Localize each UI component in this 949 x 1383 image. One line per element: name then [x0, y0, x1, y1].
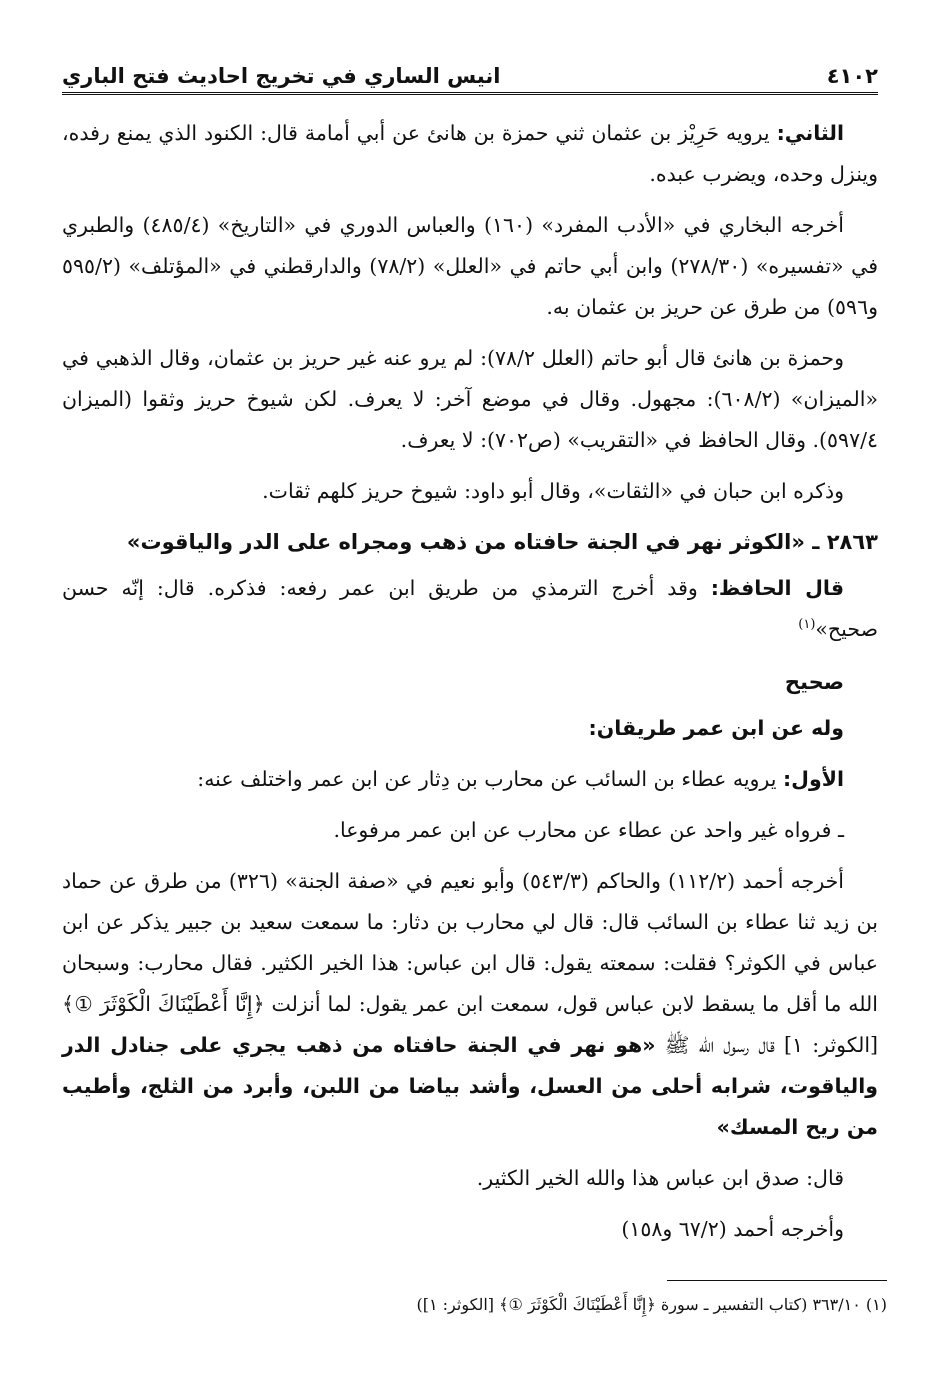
- footnote-number: (١): [865, 1295, 887, 1314]
- label-first: الأول:: [782, 767, 844, 791]
- paragraph-ahmad-citation: [62, 861, 878, 1148]
- paragraph-two-routes: وله عن ابن عمر طريقان:: [588, 716, 844, 740]
- paragraph-narrated-marfu: ـ فرواه غير واحد عن عطاء عن محارب عن ابن عمر مرفوعا.: [333, 818, 844, 842]
- quran-verse: ﴿إِنَّا أَعْطَيْنَاكَ الْكَوْثَرَ ①﴾: [62, 992, 265, 1016]
- text-ahmad-citation: أخرجه أحمد (١١٢/٢) والحاكم (٥٤٣/٣) وأبو نعيم في «صفة الجنة» (٣٢٦) من طرق عن حماد بن زيد ثنا عطاء بن السائب قال: قال لي محارب بن دثار: ما سمعت سعيد بن جبير يذكر عن ابن عباس في الكوثر؟ فقلت: سمعته يقول: قال ابن عباس: هذا الخير الكثير. فقال محارب: وسبحان الله ما أقل ما يسقط لابن عباس قول، سمعت ابن عمر يقول: لما أنزلت: [62, 869, 878, 1016]
- label-second: الثاني:: [776, 121, 844, 145]
- paragraph-hamza-grading: وحمزة بن هانئ قال أبو حاتم (العلل ٧٨/٢): لم يرو عنه غير حريز بن عثمان، وقال الذهبي في «الميزان» (٦٠٨/٢): مجهول. وقال في موضع آخر: لا يعرف. لكن شيوخ حريز وثقوا (الميزان ٥٩٧/٤). وقال الحافظ في «التقريب» (ص٧٠٢): لا يعرف.: [62, 346, 879, 452]
- footnote: [71, 1290, 887, 1320]
- footnote-ref: (١): [798, 617, 816, 633]
- hadith-text: «هو نهر في الجنة حافتاه من ذهب يجري على جنادل الدر والياقوت، شرابه أحلى من العسل، وأشد بياضا من اللبن، وأبرد من الثلج، وأطيب من ريح المسك»: [62, 1033, 878, 1139]
- page-body: [62, 113, 878, 1250]
- hadith-heading: ٢٨٦٣ ـ «الكوثر نهر في الجنة حافتاه من ذهب ومجراه على الدر والياقوت»: [126, 530, 878, 554]
- book-title: انيس الساري في تخريج احاديث فتح الباري: [62, 64, 501, 88]
- label-hafiz: قال الحافظ:: [710, 576, 844, 600]
- paragraph-ahmad-also: وأخرجه أحمد (٦٧/٢ و١٥٨): [621, 1217, 844, 1241]
- paragraph-first-route: [62, 759, 878, 800]
- paragraph-ibn-hibban: وذكره ابن حبان في «الثقات»، وقال أبو داود: شيوخ حريز كلهم ثقات.: [262, 479, 844, 503]
- page-number: ٤١٠٢: [826, 64, 878, 88]
- page: [62, 48, 878, 1260]
- text-hafiz: وقد أخرج الترمذي من طريق ابن عمر رفعه: فذكره. قال: إنّه حسن صحيح»: [62, 576, 878, 641]
- text-first-route: يرويه عطاء بن السائب عن محارب بن دِثار عن ابن عمر واختلف عنه:: [197, 767, 783, 791]
- grade-label: صحيح: [784, 670, 844, 694]
- footnote-separator: [667, 1280, 887, 1281]
- paragraph-second-chain: [62, 113, 878, 195]
- paragraph-bukhari-citation: أخرجه البخاري في «الأدب المفرد» (١٦٠) والعباس الدوري في «التاريخ» (٤٨٥/٤) والطبري في «تفسيره» (٢٧٨/٣٠) وابن أبي حاتم في «العلل» (٧٨/٢) والدارقطني في «المؤتلف» (٥٩٥/٢ و٥٩٦) من طرق عن حريز بن عثمان به.: [62, 213, 879, 319]
- footnote-text: ٣٦٣/١٠ (كتاب التفسير ـ سورة ﴿إِنَّا أَعْطَيْنَاكَ الْكَوْثَرَ ①﴾ [الكوثر: ١]): [416, 1295, 861, 1314]
- text-second-chain: يرويه حَرِيْز بن عثمان ثني حمزة بن هانئ عن أبي أمامة قال: الكنود الذي يمنع رفده، وينزل وحده، ويضرب عبده.: [62, 121, 878, 186]
- paragraph-hafiz-quote: [62, 568, 878, 650]
- running-header: [62, 48, 878, 95]
- paragraph-ibn-abbas: قال: صدق ابن عباس هذا والله الخير الكثير.: [476, 1166, 844, 1190]
- text-prophet-said: [الكوثر: ١] قال رسول الله ﷺ: [655, 1033, 879, 1057]
